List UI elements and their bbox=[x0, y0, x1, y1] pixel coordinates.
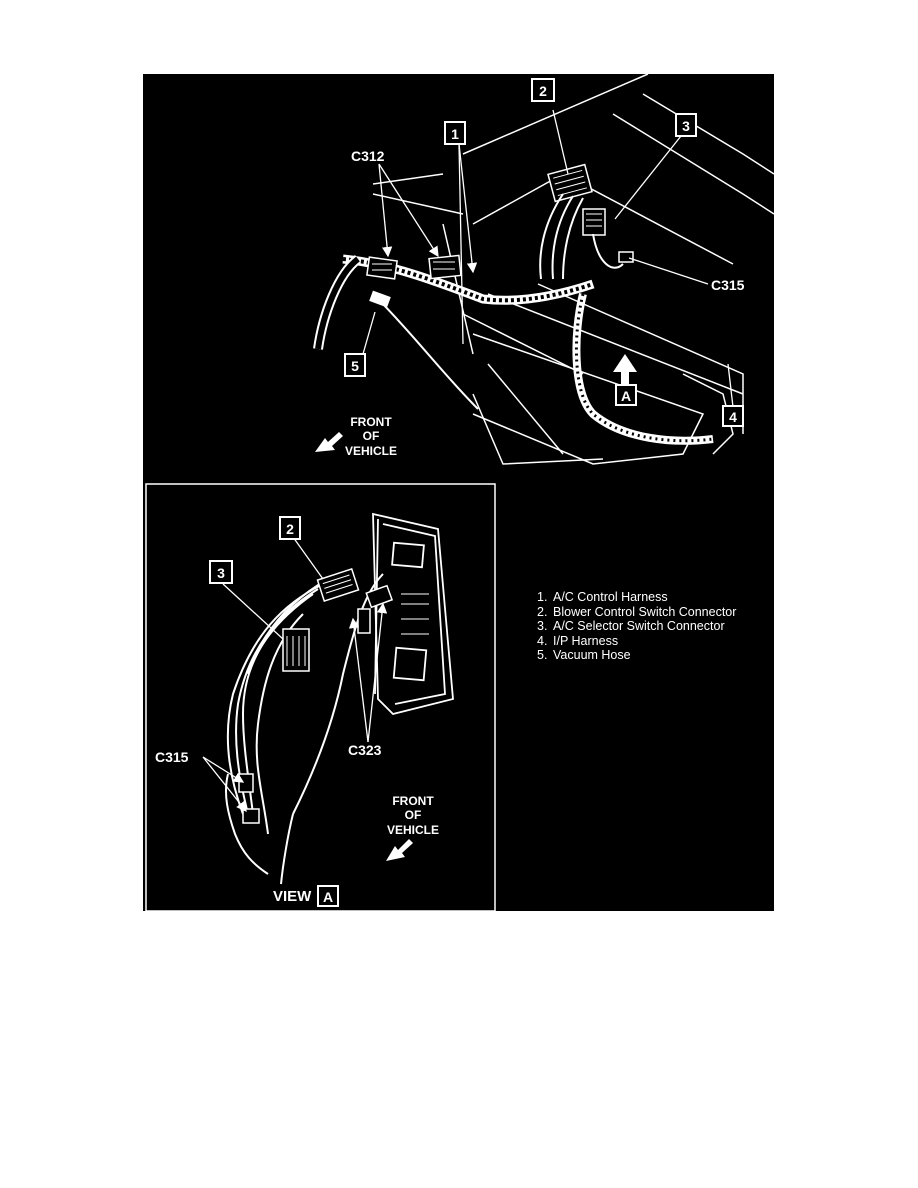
callout-box-2 bbox=[532, 79, 554, 101]
legend-item: 3. A/C Selector Switch Connector bbox=[537, 619, 725, 633]
control-head-unit bbox=[373, 514, 453, 714]
svg-text:VEHICLE: VEHICLE bbox=[386, 823, 440, 837]
svg-text:2: 2 bbox=[539, 83, 547, 99]
label-c315-top: C315 bbox=[711, 277, 745, 293]
front-of-vehicle-top bbox=[315, 415, 397, 458]
switch-connectors-top bbox=[540, 165, 633, 279]
arrow-front-inset bbox=[386, 839, 413, 861]
callout-box-a bbox=[616, 385, 636, 405]
svg-text:3: 3 bbox=[217, 565, 225, 581]
ac-control-harness bbox=[343, 259, 713, 441]
callout-box-1 bbox=[445, 122, 465, 144]
diagram-drawing bbox=[143, 74, 774, 911]
svg-text:VEHICLE: VEHICLE bbox=[344, 444, 398, 458]
svg-text:A: A bbox=[620, 388, 632, 404]
vacuum-hose bbox=[318, 259, 478, 409]
legend bbox=[537, 590, 736, 663]
wiring-diagram-figure bbox=[143, 74, 774, 911]
svg-text:3: 3 bbox=[682, 118, 690, 134]
svg-text:OF: OF bbox=[404, 808, 422, 822]
callout-box-3 bbox=[676, 114, 696, 136]
legend-item: 2. Blower Control Switch Connector bbox=[537, 604, 737, 619]
view-a-label bbox=[273, 886, 338, 906]
svg-text:A: A bbox=[322, 889, 334, 905]
legend-item: 5. Vacuum Hose bbox=[537, 648, 631, 662]
svg-text:FRONT: FRONT bbox=[392, 794, 434, 808]
label-c312: C312 bbox=[351, 148, 385, 164]
callout-box-5 bbox=[345, 354, 365, 376]
svg-text:1: 1 bbox=[451, 126, 459, 142]
svg-text:2: 2 bbox=[286, 521, 294, 537]
callout-box-4 bbox=[723, 406, 743, 426]
legend-item: 4. I/P Harness bbox=[537, 633, 619, 648]
inset-frame bbox=[146, 484, 495, 911]
svg-text:FRONT: FRONT bbox=[350, 415, 392, 429]
callout-box-inset-2 bbox=[280, 517, 300, 539]
svg-text:5: 5 bbox=[351, 358, 359, 374]
arrow-front-top bbox=[315, 432, 343, 452]
svg-text:OF: OF bbox=[362, 429, 380, 443]
callout-box-inset-3 bbox=[210, 561, 232, 583]
front-of-vehicle-inset bbox=[386, 794, 439, 861]
svg-text:4: 4 bbox=[729, 409, 737, 425]
legend-item: 1. A/C Control Harness bbox=[537, 590, 668, 604]
label-c315-inset: C315 bbox=[155, 749, 189, 765]
svg-text:VIEW: VIEW bbox=[273, 888, 312, 905]
label-c323: C323 bbox=[348, 742, 382, 758]
